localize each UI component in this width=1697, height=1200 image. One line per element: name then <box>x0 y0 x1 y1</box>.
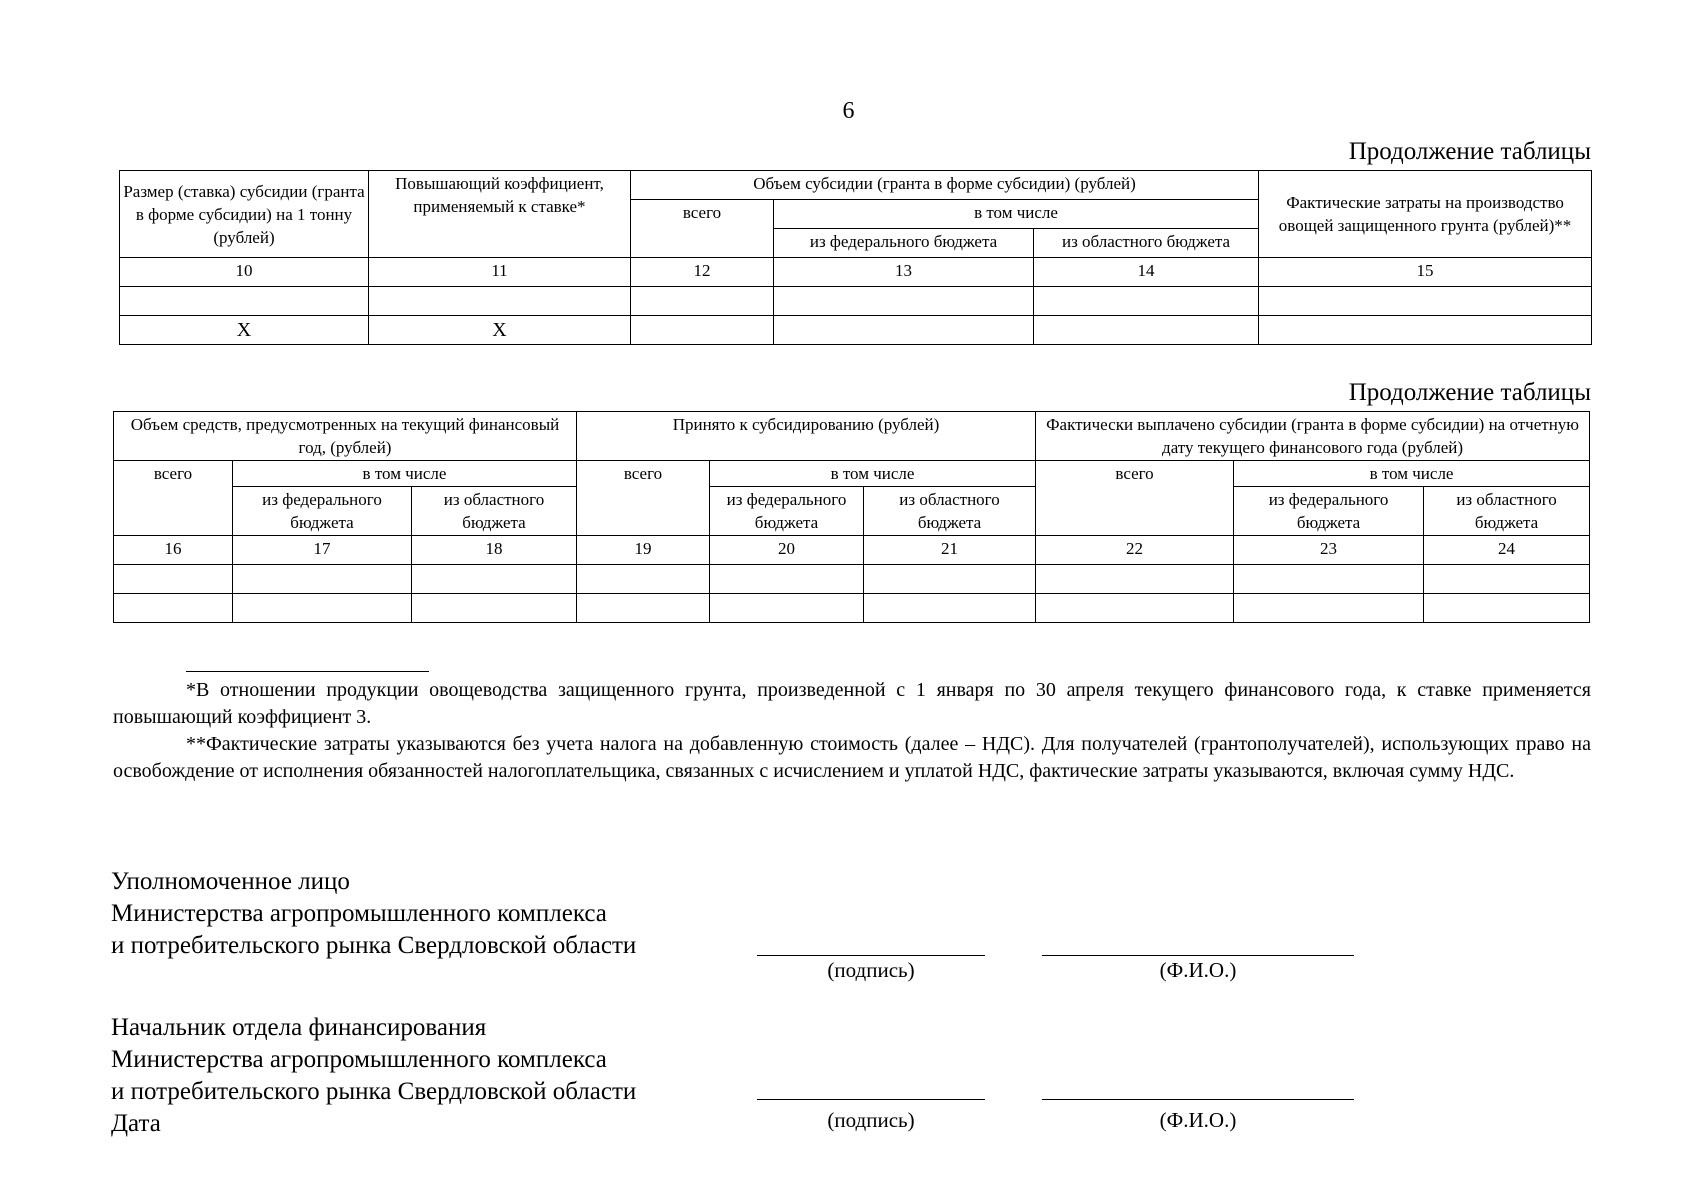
table-row <box>120 258 1592 287</box>
table-cell <box>631 287 774 316</box>
column-number: 10 <box>120 258 369 287</box>
table-cell <box>577 565 710 594</box>
table-cell <box>233 594 412 623</box>
signature2-signature-line <box>757 1099 985 1100</box>
table1 <box>119 170 1592 345</box>
signature1-title <box>111 866 751 962</box>
signature2-title <box>111 1012 751 1140</box>
column-number: 24 <box>1424 536 1590 565</box>
header-regional: из областного бюджета <box>412 487 577 536</box>
header-including: в том числе <box>1234 461 1590 487</box>
header-federal: из федерального бюджета <box>1234 487 1424 536</box>
header-rate: Размер (ставка) субсидии (гранта в форме субсидии) на 1 тонну (рублей) <box>120 171 369 258</box>
table-cell <box>1034 287 1259 316</box>
signature2-line: и потребительского рынка Свердловской области <box>111 1078 637 1105</box>
header-regional: из областного бюджета <box>1424 487 1590 536</box>
header-total: всего <box>114 461 233 536</box>
table-cell <box>412 565 577 594</box>
signature1-line: Уполномоченное лицо <box>111 868 350 895</box>
table-cell <box>1424 565 1590 594</box>
table-cell <box>631 316 774 345</box>
page-number: 6 <box>842 98 855 124</box>
footnote-2: **Фактические затраты указываются без учета налога на добавленную стоимость (далее – НДС). Для получателей (грантополучателей), использующих право на освобождение от исполнения обязанностей налогоплательщика, связанных с исчислением и уплатой НДС, фактические затраты указываются, включая сумму НДС. <box>113 733 1591 782</box>
footnotes <box>113 677 1591 785</box>
x-mark: Х <box>369 316 631 345</box>
column-number: 23 <box>1234 536 1424 565</box>
column-number: 18 <box>412 536 577 565</box>
table-cell <box>114 565 233 594</box>
footnote-1: *В отношении продукции овощеводства защищенного грунта, произведенной с 1 января по 30 апреля текущего финансового года, к ставке применяется повышающий коэффициент 3. <box>113 679 1591 728</box>
column-number: 13 <box>774 258 1034 287</box>
column-number: 21 <box>864 536 1036 565</box>
header-total: всего <box>631 200 774 258</box>
header-regional: из областного бюджета <box>864 487 1036 536</box>
signature1-line: Министерства агропромышленного комплекса <box>111 900 607 927</box>
table-row <box>120 287 1592 316</box>
header-paid: Фактически выплачено субсидии (гранта в форме субсидии) на отчетную дату текущего финансового года (рублей) <box>1036 412 1590 461</box>
table-cell <box>1036 594 1234 623</box>
column-number: 22 <box>1036 536 1234 565</box>
table-cell <box>1259 287 1592 316</box>
table-row <box>114 594 1590 623</box>
column-number: 12 <box>631 258 774 287</box>
header-accepted: Принято к субсидированию (рублей) <box>577 412 1036 461</box>
column-number: 20 <box>710 536 864 565</box>
table-cell <box>577 594 710 623</box>
table-cell <box>710 565 864 594</box>
signature2-line: Дата <box>111 1110 161 1137</box>
table-cell <box>1234 594 1424 623</box>
table-cell <box>710 594 864 623</box>
header-federal: из федерального бюджета <box>233 487 412 536</box>
table-cell <box>114 594 233 623</box>
table-row <box>114 565 1590 594</box>
table-cell <box>1424 594 1590 623</box>
table-cell <box>120 287 369 316</box>
column-number: 16 <box>114 536 233 565</box>
header-volume: Объем субсидии (гранта в форме субсидии) (рублей) <box>631 171 1259 200</box>
table-cell <box>1234 565 1424 594</box>
table-cell <box>412 594 577 623</box>
signature1-name-line <box>1042 955 1354 956</box>
column-number: 14 <box>1034 258 1259 287</box>
header-actual-costs: Фактические затраты на производство овощей защищенного грунта (рублей)** <box>1259 171 1592 258</box>
table-cell <box>1259 316 1592 345</box>
header-federal: из федерального бюджета <box>774 229 1034 258</box>
table1-continuation-label: Продолжение таблицы <box>1348 138 1591 165</box>
header-regional: из областного бюджета <box>1034 229 1259 258</box>
header-including: в том числе <box>774 200 1259 229</box>
table-cell <box>774 287 1034 316</box>
signature2-name-caption: (Ф.И.О.) <box>1159 1108 1237 1132</box>
column-number: 15 <box>1259 258 1592 287</box>
signature1-signature-line <box>757 955 985 956</box>
table-cell <box>864 594 1036 623</box>
signature1-line: и потребительского рынка Свердловской области <box>111 932 637 959</box>
header-including: в том числе <box>233 461 577 487</box>
table-row <box>114 536 1590 565</box>
signature1-name-caption: (Ф.И.О.) <box>1159 958 1237 982</box>
column-number: 17 <box>233 536 412 565</box>
table2-continuation-label: Продолжение таблицы <box>1348 379 1591 406</box>
table-cell <box>864 565 1036 594</box>
header-funds: Объем средств, предусмотренных на текущий финансовый год, (рублей) <box>114 412 577 461</box>
column-number: 11 <box>369 258 631 287</box>
table-row <box>120 316 1592 345</box>
table-cell <box>369 287 631 316</box>
header-federal: из федерального бюджета <box>710 487 864 536</box>
header-total: всего <box>1036 461 1234 536</box>
x-mark: Х <box>120 316 369 345</box>
footnote-separator <box>186 671 429 672</box>
signature2-line: Начальник отдела финансирования <box>111 1014 487 1041</box>
table-cell <box>1034 316 1259 345</box>
column-number: 19 <box>577 536 710 565</box>
table2 <box>113 411 1590 623</box>
table-cell <box>774 316 1034 345</box>
header-total: всего <box>577 461 710 536</box>
signature1-signature-caption: (подпись) <box>827 958 915 982</box>
signature2-name-line <box>1042 1099 1354 1100</box>
header-coefficient: Повышающий коэффициент, применяемый к ставке* <box>369 171 631 258</box>
header-including: в том числе <box>710 461 1036 487</box>
signature2-signature-caption: (подпись) <box>827 1108 915 1132</box>
table-cell <box>1036 565 1234 594</box>
table-cell <box>233 565 412 594</box>
signature2-line: Министерства агропромышленного комплекса <box>111 1046 607 1073</box>
